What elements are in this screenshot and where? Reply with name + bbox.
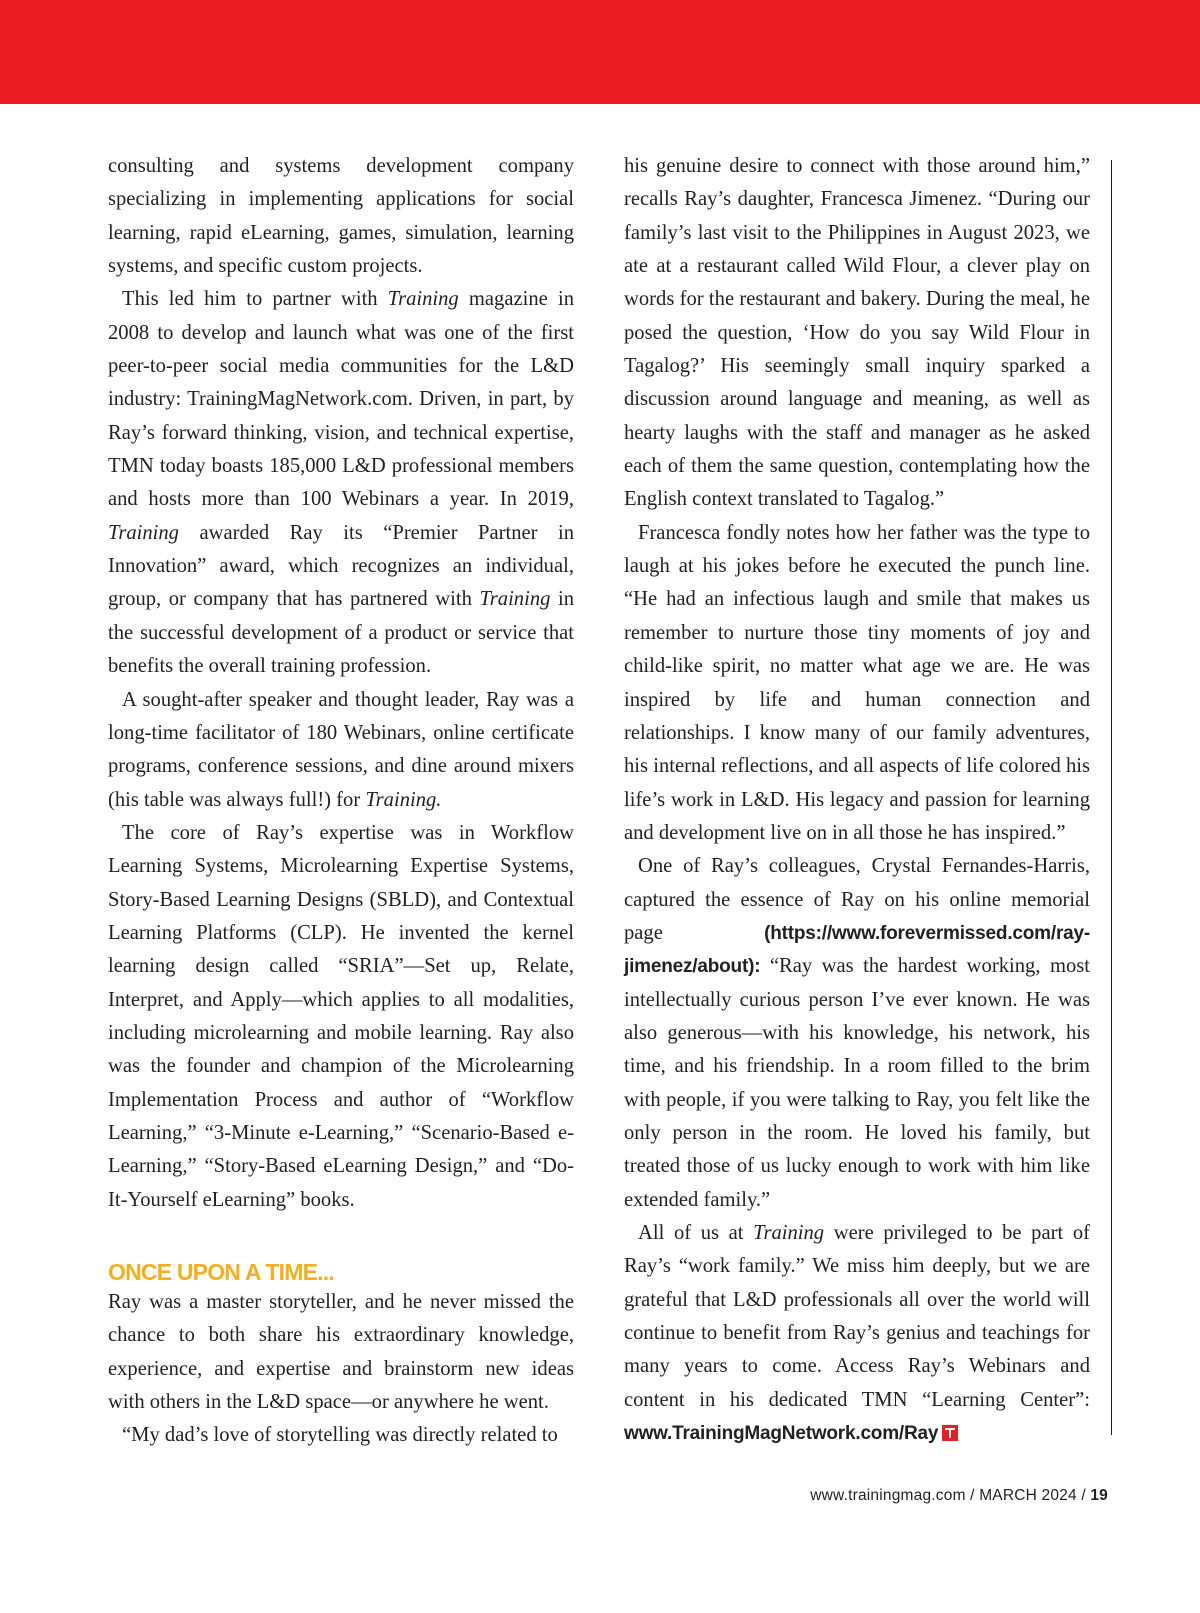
memorial-page-link[interactable]: (https://www.forevermissed.com/ray-jimenez/about):: [624, 922, 1090, 978]
section-heading: ONCE UPON A TIME...: [108, 1259, 334, 1285]
paragraph: consulting and systems development company specializing in implementing applications for social learning, rapid eLearning, games, simulation, learning systems, and specific custom projects.: [108, 155, 574, 278]
column-divider: [1111, 160, 1112, 1435]
learning-center-link[interactable]: www.TrainingMagNetwork.com/Ray: [624, 1423, 939, 1445]
paragraph: Ray was a master storyteller, and he never missed the chance to both share his extraordinary knowledge, experience, and expertise and brainstorm new ideas with others in the L&D space—or anywhere he went.: [108, 1291, 574, 1414]
paragraph: This led him to partner with Training magazine in 2008 to develop and launch what was one of the first peer-to-peer social media communities for the L&D industry: TrainingMagNetwork.com. Driven, in part, by Ray’s forward thinking, vision, and technical expertise, TMN today boasts 185,000 L&D professional members and hosts more than 100 Webinars a year. In 2019, Training awarded Ray its “Premier Partner in Innovation” award, which recognizes an individual, group, or company that has partnered with Training in the successful development of a product or service that benefits the overall training profession.: [108, 288, 574, 678]
paragraph: All of us at Training were privileged to be part of Ray’s “work family.” We miss him deeply, but we are grateful that L&D professionals all over the world will continue to benefit from Ray’s genius and teachings for many years to come. Access Ray’s Webinars and content in his dedicated TMN “Learning Center”: www.TrainingMagNetwork.com/Ray: [624, 1222, 1090, 1445]
end-mark-icon: [942, 1425, 958, 1441]
paragraph: his genuine desire to connect with those around him,” recalls Ray’s daughter, Francesca Jimenez. “During our family’s last visit to the Philippines in August 2023, we ate at a restaurant called Wild Flour, a clever play on words for the restaurant and bakery. During the meal, he posed the question, ‘How do you say Wild Flour in Tagalog?’ His seemingly small inquiry sparked a discussion around language and meaning, as well as hearty laughs with the staff and manager as he asked each of them the same question, contemplating how the English context translated to Tagalog.”: [624, 155, 1090, 511]
page-footer: [810, 1487, 1108, 1505]
article-left-column: [108, 150, 574, 1453]
top-color-bar: [0, 0, 1200, 104]
footer-site-date: www.trainingmag.com / MARCH 2024 /: [810, 1487, 1091, 1504]
paragraph: A sought-after speaker and thought leader, Ray was a long-time facilitator of 180 Webinars, online certificate programs, conference sessions, and dine around mixers (his table was always full!) for Training.: [108, 688, 574, 811]
paragraph: One of Ray’s colleagues, Crystal Fernandes-Harris, captured the essence of Ray on his online memorial page (https://www.forevermissed.com/ray-jimenez/about): “Ray was the hardest working, most intellectually curious person I’ve ever known. He was also generous—with his knowledge, his network, his time, and his friendship. In a room filled to the brim with people, if you were talking to Ray, you felt like the only person in the room. He loved his family, but treated those of us lucky enough to work with him like extended family.”: [624, 855, 1090, 1211]
article-right-column: [624, 150, 1090, 1450]
paragraph: “My dad’s love of storytelling was directly related to: [122, 1424, 558, 1447]
paragraph: Francesca fondly notes how her father was the type to laugh at his jokes before he executed the punch line. “He had an infectious laugh and smile that makes us remember to nurture those tiny moments of joy and child-like spirit, no matter what age we are. He was inspired by life and human connection and relationships. I know many of our family adventures, his internal reflections, and all aspects of life colored his life’s work in L&D. His legacy and passion for learning and development live on in all those he has inspired.”: [624, 521, 1090, 844]
paragraph: The core of Ray’s expertise was in Workflow Learning Systems, Microlearning Expertise Systems, Story-Based Learning Designs (SBLD), and Contextual Learning Platforms (CLP). He invented the kernel learning design called “SRIA”—Set up, Relate, Interpret, and Apply—which applies to all modalities, including microlearning and mobile learning. Ray also was the founder and champion of the Microlearning Implementation Process and author of “Workflow Learning,” “3-Minute e-Learning,” “Scenario-Based e-Learning,” “Story-Based eLearning Design,” and “Do-It-Yourself eLearning” books.: [108, 821, 574, 1211]
page-number: 19: [1090, 1487, 1108, 1504]
